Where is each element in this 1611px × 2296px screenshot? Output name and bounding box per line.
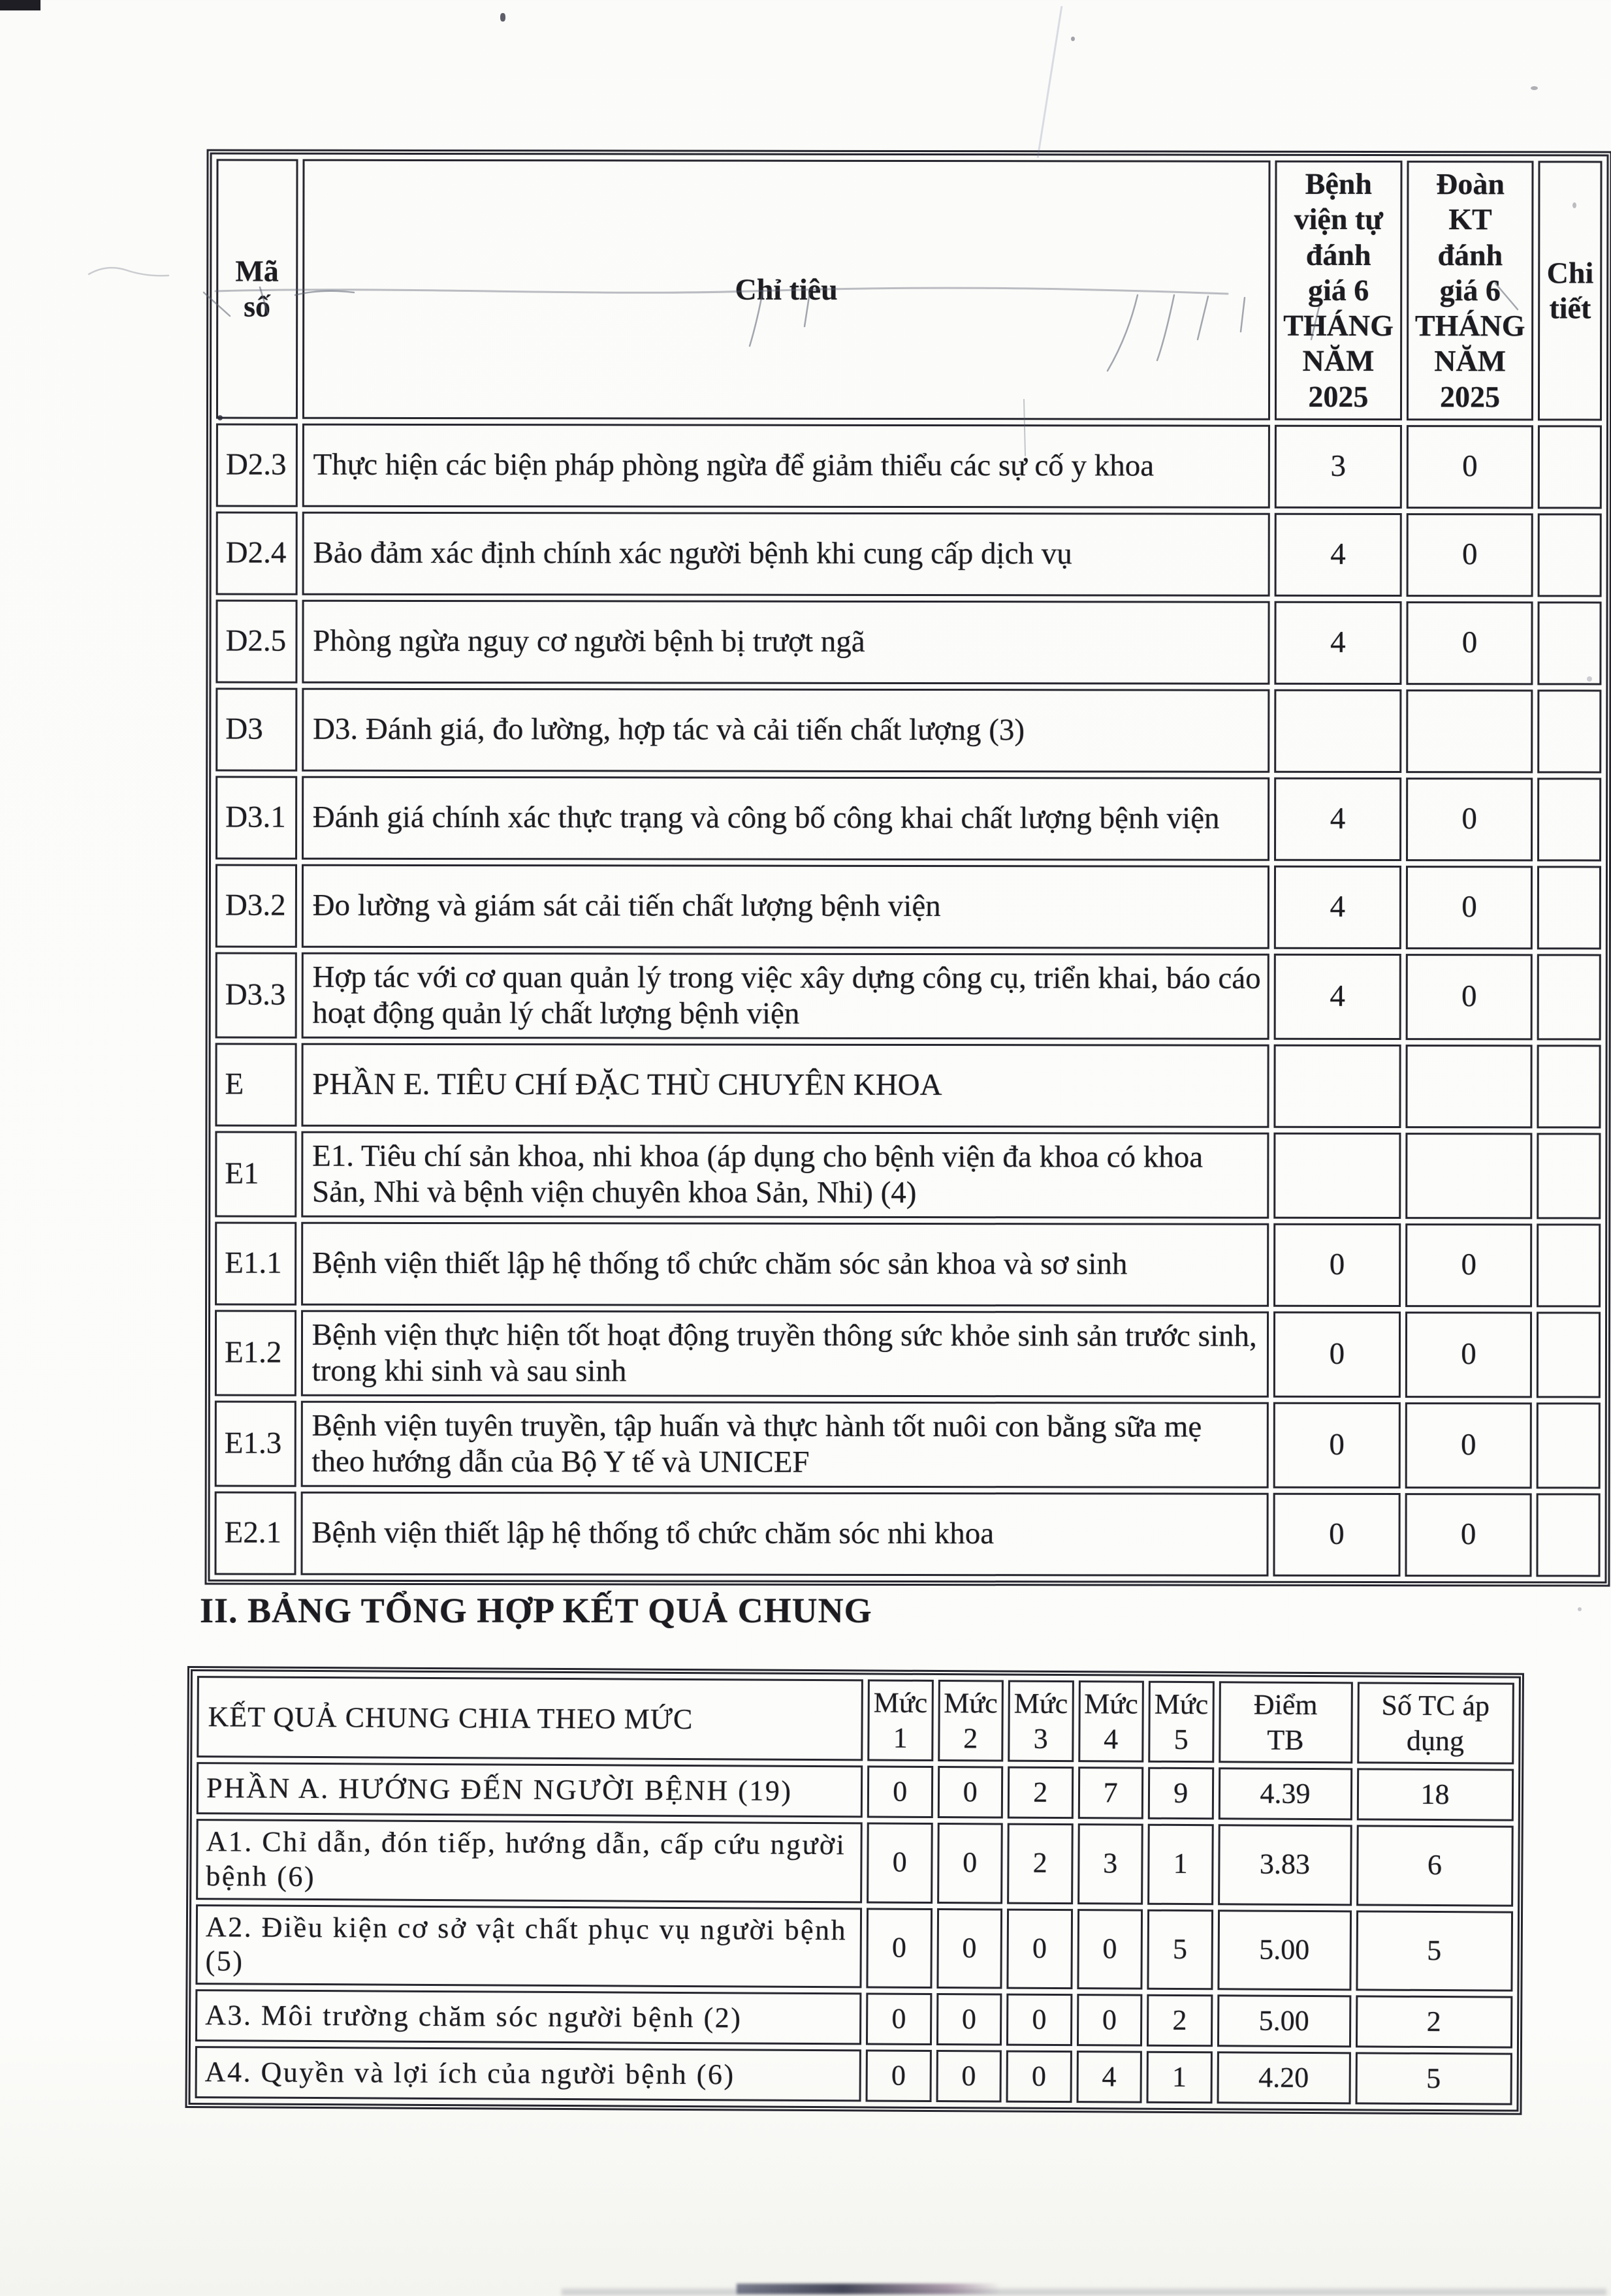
row-detail (1537, 1133, 1601, 1219)
row-criteria: Đánh giá chính xác thực trạng và công bố công khai chất lượng bệnh viện (302, 776, 1270, 861)
header-level-1: Mức 1 (867, 1679, 933, 1761)
row-detail (1538, 689, 1602, 773)
header-level-5: Mức 5 (1148, 1681, 1214, 1763)
row-level5-count: 2 (1147, 1994, 1213, 2047)
row-label: A1. Chỉ dẫn, đón tiếp, hướng dẫn, cấp cứu người bệnh (6) (196, 1819, 863, 1903)
row-inspect-score: 0 (1406, 425, 1533, 509)
row-self-score: 4 (1274, 601, 1401, 685)
row-detail (1537, 954, 1601, 1040)
table-row (215, 864, 1601, 949)
header-code: Mã số (216, 159, 298, 419)
row-level2-count: 0 (936, 1993, 1002, 2046)
table-row (215, 1043, 1601, 1128)
table-row (215, 599, 1601, 685)
scan-streak (1037, 6, 1063, 158)
table-row (196, 1819, 1513, 1906)
row-detail (1537, 866, 1601, 949)
row-level4-count: 0 (1076, 1994, 1142, 2047)
row-level3-count: 0 (1006, 1908, 1072, 1989)
row-inspect-score (1405, 1045, 1533, 1128)
row-level5-count: 5 (1147, 1909, 1213, 1990)
row-criteria: Phòng ngừa nguy cơ người bệnh bị trượt ngã (302, 600, 1270, 685)
row-criteria: Bảo đảm xác định chính xác người bệnh khi cung cấp dịch vụ (302, 512, 1270, 597)
row-level4-count: 3 (1077, 1823, 1143, 1904)
table-row (215, 952, 1601, 1040)
row-code: D3.1 (215, 776, 297, 859)
table-row (215, 687, 1601, 773)
scan-speck (1578, 1607, 1582, 1611)
row-detail (1537, 778, 1601, 861)
row-applied-count: 18 (1356, 1768, 1513, 1821)
header-applied-criteria-count: Số TC áp dụng (1357, 1682, 1514, 1764)
row-code: E1.3 (215, 1400, 296, 1486)
criteria-table-body (214, 423, 1601, 1577)
table-row (214, 1491, 1600, 1577)
row-level5-count: 1 (1147, 2051, 1213, 2104)
row-inspect-score: 0 (1405, 1312, 1533, 1398)
row-self-score: 4 (1274, 954, 1401, 1040)
row-criteria: Đo lường và giám sát cải tiến chất lượng bệnh viện (302, 864, 1270, 949)
row-inspect-score: 0 (1405, 1493, 1532, 1577)
scan-speck (1071, 37, 1075, 41)
row-applied-count: 5 (1356, 1910, 1513, 1992)
row-criteria: Thực hiện các biện pháp phòng ngừa để giảm thiểu các sự cố y khoa (302, 424, 1270, 509)
row-code: D3 (215, 687, 297, 771)
row-detail (1537, 1045, 1601, 1128)
row-criteria: Bệnh viện thiết lập hệ thống tổ chức chăm sóc nhi khoa (300, 1491, 1269, 1576)
row-code: D2.5 (215, 599, 297, 683)
row-level2-count: 0 (936, 2050, 1002, 2103)
header-level-2: Mức 2 (938, 1680, 1004, 1762)
row-self-score (1273, 1045, 1401, 1128)
row-level1-count: 0 (866, 1993, 932, 2046)
row-self-score: 0 (1273, 1223, 1401, 1307)
row-level1-count: 0 (866, 1908, 932, 1989)
table-row (215, 1400, 1601, 1488)
row-code: D2.4 (216, 511, 298, 595)
row-self-score: 4 (1275, 513, 1402, 597)
header-criteria: Chỉ tiêu (302, 159, 1271, 420)
table-row (195, 1989, 1512, 2049)
row-level3-count: 2 (1007, 1823, 1073, 1904)
header-inspection: Đoàn KT đánh giá 6 THÁNG NĂM 2025 (1407, 161, 1534, 420)
table-row (215, 1131, 1601, 1219)
row-criteria: Bệnh viện thực hiện tốt hoạt động truyền thông sức khỏe sinh sản trước sinh, trong khi sinh và sau sinh (301, 1310, 1269, 1397)
row-applied-count: 2 (1355, 1996, 1512, 2049)
row-level3-count: 0 (1006, 1994, 1072, 2047)
criteria-scores-table (204, 149, 1611, 1586)
header-result-label: KẾT QUẢ CHUNG CHIA THEO MỨC (197, 1676, 863, 1761)
summary-table-body (195, 1762, 1514, 2105)
row-code: E2.1 (214, 1491, 296, 1575)
row-code: D3.2 (215, 864, 297, 947)
row-detail (1537, 1402, 1601, 1488)
scan-bottom-smudge (562, 2289, 1606, 2295)
row-level4-count: 7 (1077, 1767, 1143, 1819)
row-criteria: PHẦN E. TIÊU CHÍ ĐẶC THÙ CHUYÊN KHOA (301, 1043, 1269, 1128)
row-level4-count: 0 (1077, 1909, 1143, 1990)
row-criteria: Hợp tác với cơ quan quản lý trong việc xây dựng công cụ, triển khai, báo cáo hoạt động quản lý chất lượng bệnh viện (301, 952, 1269, 1040)
header-detail: Chi tiết (1538, 161, 1602, 420)
header-average-score: Điểm TB (1219, 1681, 1353, 1763)
row-inspect-score: 0 (1405, 954, 1533, 1040)
header-row (197, 1676, 1514, 1765)
row-code: E1 (215, 1131, 296, 1217)
summary-table-header (197, 1676, 1514, 1765)
row-criteria: Bệnh viện tuyên truyền, tập huấn và thực hành tốt nuôi con bằng sữa mẹ theo hướng dẫn của Bộ Y tế và UNICEF (300, 1400, 1269, 1488)
row-code: D3.3 (215, 952, 297, 1038)
row-inspect-score: 0 (1406, 778, 1533, 861)
row-applied-count: 5 (1355, 2052, 1512, 2105)
table-row (195, 1904, 1512, 1992)
row-inspect-score: 0 (1406, 513, 1533, 597)
summary-results-table (185, 1666, 1523, 2115)
row-self-score (1274, 689, 1401, 773)
row-level2-count: 0 (937, 1766, 1003, 1819)
table-row (215, 1221, 1601, 1307)
row-label: A2. Điều kiện cơ sở vật chất phục vụ người bệnh (5) (195, 1904, 862, 1989)
row-label: PHẦN A. HƯỚNG ĐẾN NGƯỜI BỆNH (19) (197, 1762, 863, 1817)
row-detail (1538, 601, 1602, 685)
row-criteria: E1. Tiêu chí sản khoa, nhi khoa (áp dụng cho bệnh viện đa khoa có khoa Sản, Nhi và bệnh viện chuyên khoa Sản, Nhi) (4) (301, 1131, 1269, 1219)
row-inspect-score: 0 (1406, 601, 1533, 685)
row-average-score: 4.39 (1218, 1767, 1352, 1820)
row-level5-count: 9 (1148, 1767, 1214, 1820)
row-criteria: Bệnh viện thiết lập hệ thống tổ chức chăm sóc sản khoa và sơ sinh (301, 1221, 1269, 1306)
row-label: A3. Môi trường chăm sóc người bệnh (2) (195, 1989, 861, 2045)
row-average-score: 5.00 (1217, 1910, 1352, 1991)
row-self-score: 4 (1274, 778, 1401, 861)
row-criteria: D3. Đánh giá, đo lường, hợp tác và cải tiến chất lượng (3) (302, 688, 1270, 773)
header-level-3: Mức 3 (1008, 1680, 1074, 1763)
scan-speck (500, 13, 505, 22)
row-level2-count: 0 (936, 1908, 1002, 1989)
row-level4-count: 4 (1076, 2051, 1142, 2103)
row-code: E1.2 (215, 1310, 296, 1396)
row-level2-count: 0 (937, 1823, 1003, 1904)
row-self-score: 0 (1273, 1402, 1401, 1488)
row-level1-count: 0 (866, 2050, 932, 2103)
row-self-score: 4 (1274, 866, 1401, 949)
scan-bottom-smudge (737, 2284, 1000, 2294)
row-average-score: 5.00 (1217, 1994, 1350, 2047)
row-level5-count: 1 (1147, 1824, 1213, 1905)
scan-corner-mark (0, 0, 40, 10)
scan-speck (1531, 86, 1538, 90)
row-self-score (1273, 1133, 1401, 1219)
row-average-score: 3.83 (1218, 1824, 1352, 1906)
row-code: E (215, 1043, 296, 1126)
table-row (216, 423, 1602, 509)
row-self-score: 0 (1273, 1312, 1401, 1398)
row-label: A4. Quyền và lợi ích của người bệnh (6) (195, 2046, 861, 2101)
table-row (215, 1310, 1601, 1398)
row-self-score: 0 (1273, 1493, 1401, 1577)
row-self-score: 3 (1275, 425, 1402, 509)
row-inspect-score: 0 (1405, 1402, 1532, 1488)
row-level3-count: 0 (1006, 2051, 1072, 2103)
row-inspect-score: 0 (1405, 1223, 1533, 1307)
section-title: II. BẢNG TỔNG HỢP KẾT QUẢ CHUNG (200, 1591, 872, 1630)
row-detail (1538, 425, 1602, 509)
row-code: D2.3 (216, 423, 298, 507)
table-row (197, 1762, 1514, 1821)
row-level1-count: 0 (867, 1765, 933, 1818)
header-level-4: Mức 4 (1078, 1680, 1144, 1763)
table-row (195, 2046, 1512, 2105)
row-code: E1.1 (215, 1221, 296, 1305)
row-level3-count: 2 (1008, 1767, 1074, 1819)
row-inspect-score (1406, 689, 1533, 773)
row-inspect-score: 0 (1406, 866, 1533, 949)
row-detail (1537, 1223, 1601, 1307)
row-detail (1537, 1493, 1601, 1577)
header-row (216, 159, 1603, 421)
row-level1-count: 0 (867, 1822, 933, 1903)
row-inspect-score (1405, 1133, 1533, 1219)
header-self-assessment: Bệnh viện tự đánh giá 6 THÁNG NĂM 2025 (1275, 161, 1402, 420)
row-detail (1537, 1312, 1601, 1398)
table-row (215, 776, 1601, 861)
row-applied-count: 6 (1356, 1825, 1514, 1906)
row-average-score: 4.20 (1217, 2051, 1350, 2104)
criteria-table-header (216, 159, 1603, 421)
row-detail (1538, 513, 1602, 597)
table-row (216, 511, 1602, 597)
